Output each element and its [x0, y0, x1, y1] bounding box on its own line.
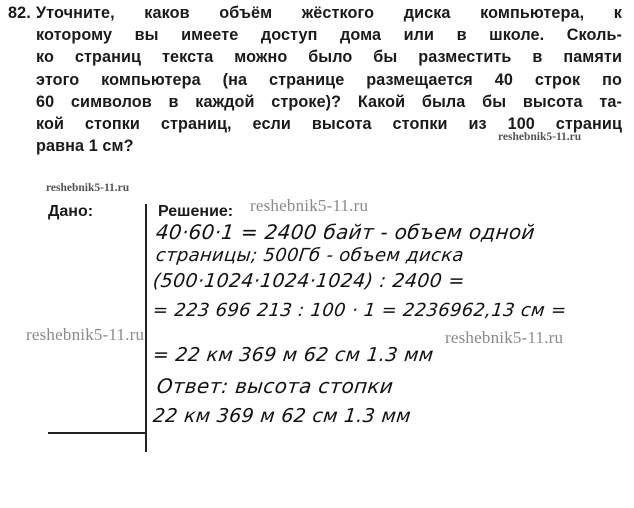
problem-line: которому вы имеете доступ дома или в школе. Сколь-: [36, 26, 622, 44]
problem-line: равна 1 см?: [36, 137, 134, 155]
answer-line: 22 км 369 м 62 см 1.3 мм: [151, 405, 413, 427]
watermark: reshebnik5-11.ru: [46, 182, 130, 194]
solution-line: 40·60·1 = 2400 байт - объем одной: [154, 220, 537, 244]
watermark: reshebnik5-11.ru: [498, 131, 582, 143]
solution-line: страницы; 500Гб - объем диска: [154, 245, 465, 266]
watermark: reshebnik5-11.ru: [445, 328, 564, 347]
answer-line: Ответ: высота стопки: [155, 374, 395, 398]
problem-line: этого компьютера (на странице размещается 40 строк по: [36, 71, 622, 89]
given-underline: [48, 432, 146, 434]
solution-line: = 223 696 213 : 100 · 1 = 2236962,13 см =: [151, 300, 568, 321]
watermark: reshebnik5-11.ru: [250, 196, 369, 215]
problem-number: 82.: [8, 4, 31, 22]
solution-line: (500·1024·1024·1024) : 2400 =: [151, 270, 466, 292]
watermark: reshebnik5-11.ru: [26, 325, 145, 344]
problem-line: 60 символов в каждой строке)? Какой была бы высота та-: [36, 93, 622, 111]
vertical-divider: [145, 204, 147, 452]
solution-label: Решение:: [158, 203, 234, 220]
problem-line: Уточните, каков объём жёсткого диска компьютера, к: [36, 4, 622, 22]
solution-line: = 22 км 369 м 62 см 1.3 мм: [151, 344, 435, 366]
given-label: Дано:: [48, 203, 94, 220]
problem-line: ко страниц текста можно было бы разместить в памяти: [36, 48, 622, 66]
problem-line: кой стопки страниц, если высота стопки из 100 страниц: [36, 115, 622, 133]
